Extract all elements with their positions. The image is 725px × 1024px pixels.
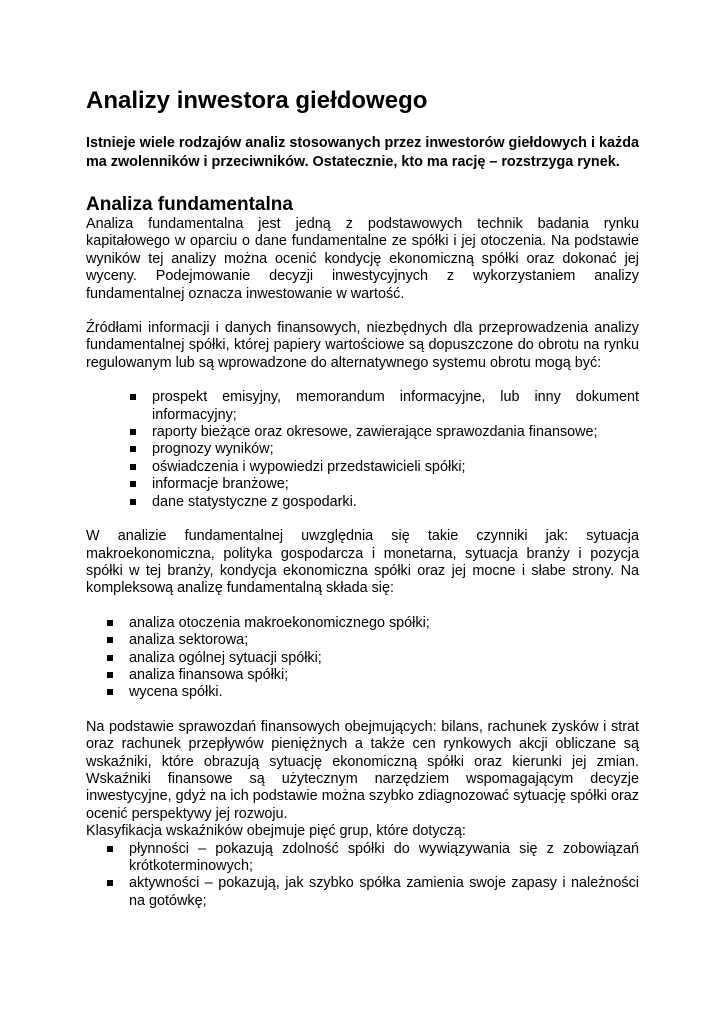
document-title: Analizy inwestora giełdowego [86,87,428,114]
bullet-icon [107,880,113,886]
list-item: analiza sektorowa; [107,632,639,649]
ratios-list [86,841,639,911]
list-item: raporty bieżące oraz okresowe, zawierające sprawozdania finansowe; [130,424,639,441]
bullet-icon [107,672,113,678]
bullet-icon [130,499,136,505]
bullet-icon [130,394,136,400]
list-item: analiza finansowa spółki; [107,667,639,684]
bullet-icon [130,464,136,470]
section-heading: Analiza fundamentalna [86,194,293,215]
bullet-icon [107,620,113,626]
bullet-icon [130,481,136,487]
list-item: analiza ogólnej sytuacji spółki; [107,650,639,667]
list-item: płynności – pokazują zdolność spółki do wywiązywania się z zobowiązań krótkoterminowych; [107,841,639,876]
list-item: prognozy wyników; [130,441,639,458]
bullet-icon [107,655,113,661]
bullet-icon [130,429,136,435]
sources-list [86,389,639,511]
list-item: oświadczenia i wypowiedzi przedstawicieli spółki; [130,459,639,476]
bullet-icon [107,689,113,695]
components-list [86,615,639,702]
list-item: aktywności – pokazują, jak szybko spółka zamienia swoje zapasy i należności na gotówkę; [107,875,639,910]
list-item: analiza otoczenia makroekonomicznego spółki; [107,615,639,632]
paragraph-classification: Klasyfikacja wskaźników obejmuje pięć grup, które dotyczą: [86,823,466,840]
paragraph-factors: W analizie fundamentalnej uwzględnia się takie czynniki jak: sytuacja makroekonomiczna, polityka gospodarcza i monetarna, sytuacja branży i pozycja spółki w tej branży, kondycja ekonomiczna spółki oraz jej mocne i słabe strony. Na kompleksową analizę fundamentalną składa się: [86,528,639,597]
intro-paragraph: Istnieje wiele rodzajów analiz stosowanych przez inwestorów giełdowych i każda ma zwolenników i przeciwników. Ostatecznie, kto ma rację – rozstrzyga rynek. [86,135,639,170]
paragraph-ratios: Na podstawie sprawozdań finansowych obejmujących: bilans, rachunek zysków i strat oraz rachunek przepływów pieniężnych a także cen rynkowych akcji obliczane są wskaźniki, które obrazują sytuację ekonomiczną spółki oraz kierunki jej zmian. Wskaźniki finansowe są użytecznym narzędziem wspomagającym decyzje inwestycyjne, gdyż na ich podstawie można szybko zdiagnozować sytuację spółki oraz ocenić perspektywy jej rozwoju. [86,718,639,822]
list-item: wycena spółki. [107,684,639,701]
paragraph-definition: Analiza fundamentalna jest jedną z podstawowych technik badania rynku kapitałowego w oparciu o dane fundamentalne ze spółki i jej otoczenia. Na podstawie wyników tej analizy można ocenić kondycję ekonomiczną spółki oraz dokonać jej wyceny. Podejmowanie decyzji inwestycyjnych z wykorzystaniem analizy fundamentalnej oznacza inwestowanie w wartość. [86,216,639,302]
paragraph-sources-intro: Źródłami informacji i danych finansowych, niezbędnych dla przeprowadzenia analizy fundamentalnej spółki, której papiery wartościowe są dopuszczone do obrotu na rynku regulowanym lub są wprowadzone do alternatywnego systemu obrotu mogą być: [86,320,639,371]
bullet-icon [130,446,136,452]
list-item: dane statystyczne z gospodarki. [130,494,639,511]
list-item: prospekt emisyjny, memorandum informacyjne, lub inny dokument informacyjny; [130,389,639,424]
list-item: informacje branżowe; [130,476,639,493]
bullet-icon [107,846,113,852]
bullet-icon [107,637,113,643]
